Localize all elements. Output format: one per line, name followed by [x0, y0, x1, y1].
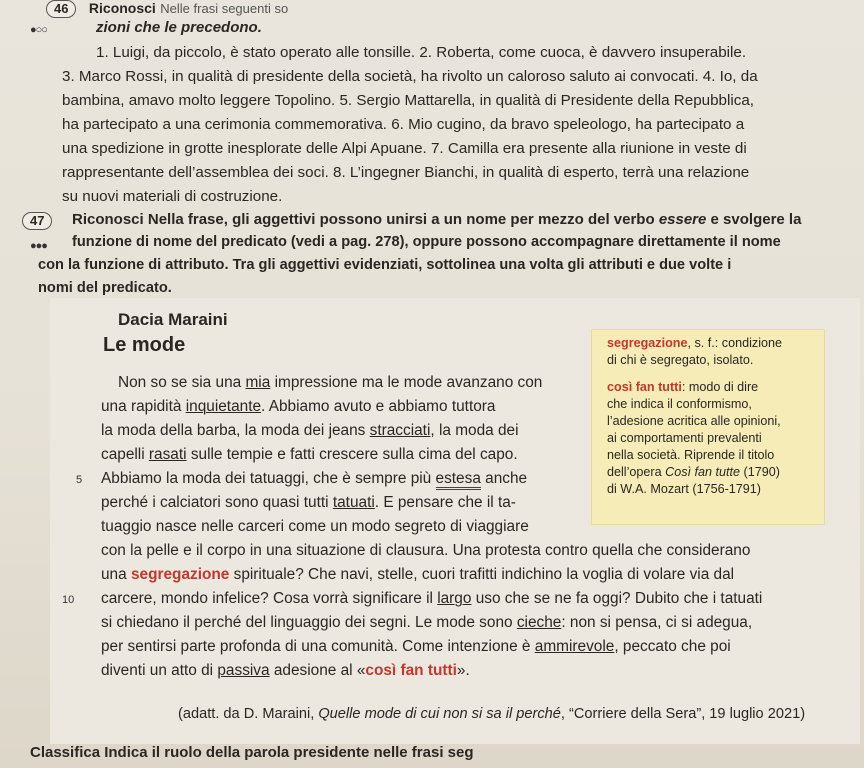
ex47-line-4: nomi del predicato. [38, 280, 172, 296]
highlighted-adjective: infelice [212, 590, 261, 607]
reading-title: Le mode [103, 334, 186, 356]
reading-line-11: si chiedano il perché del linguaggio dei segni. Le mode sono cieche: non si pensa, ci si adegua, [101, 614, 753, 631]
exercise-title: Riconosci [88, 0, 156, 16]
ex46-line-6: rappresentante dell’assemblea dei soci. 8. L’ingegner Bianchi, in qualità di esperto, terrà una relazione [62, 164, 750, 181]
exercise-48-line: Classifica Indica il ruolo della parola presidente nelle frasi seg [30, 744, 474, 761]
difficulty-dots: ●●● [30, 240, 47, 252]
ex47-line-3: con la funzione di attributo. Tra gli aggettivi evidenziati, sottolinea una volta gli attributi e due volte i [38, 257, 732, 273]
ex46-line-7: su nuovi materiali di costruzione. [62, 188, 283, 205]
glossary-def-line: nella società. Riprende il titolo [607, 448, 775, 462]
exercise-number: 47 [22, 212, 52, 230]
highlighted-adjective: stracciati [369, 422, 431, 439]
difficulty-dots: ●○○ [30, 24, 47, 36]
reading-line-10: carcere, mondo infelice? Cosa vorrà significare il largo uso che se ne fa oggi? Dubito che i tatuati [101, 590, 763, 607]
glossary-term-link: così fan tutti [365, 662, 457, 679]
ex47-line-2: funzione di nome del predicato (vedi a pag. 278), oppure possono accompagnare direttamente il nome [72, 234, 781, 250]
exercise-number: 46 [46, 0, 76, 18]
exercise-47-header [22, 212, 52, 230]
highlighted-adjective: passiva [217, 662, 270, 679]
reading-line-3: la moda della barba, la moda dei jeans stracciati, la moda dei [101, 422, 519, 439]
line-number-5: 5 [76, 474, 83, 486]
reading-line-6: perché i calciatori sono quasi tutti tatuati. E pensare che il ta- [101, 494, 516, 511]
ex46-line-5: una spedizione in grotte inesplorate delle Alpi Apuane. 7. Camilla era presente alla riunione in veste di [62, 140, 747, 157]
exercise-46-header [46, 0, 288, 18]
reading-line-4: capelli rasati sulle tempie e fatti crescere sulla cima del capo. [101, 446, 518, 463]
highlighted-adjective: profonda [219, 638, 281, 655]
highlighted-adjective: mia [245, 374, 271, 391]
exercise-title: Riconosci [72, 211, 144, 228]
glossary-entry-1: segregazione, s. f.: condizione [607, 336, 783, 350]
ex46-line-1: 1. Luigi, da piccolo, è stato operato alle tonsille. 2. Roberta, come cuoca, è davvero insuperabile. [96, 44, 747, 61]
highlighted-adjective: estesa [436, 470, 481, 490]
reading-line-8: con la pelle e il corpo in una situazione di clausura. Una protesta contro quella che considerano [101, 542, 751, 559]
glossary-def-line: che indica il conformismo, [607, 397, 752, 411]
glossary-term-link: segregazione [130, 566, 230, 583]
ex46-line-3: bambina, amavo molto leggere Topolino. 5. Sergio Mattarella, in qualità di Presidente della Repubblica, [62, 92, 755, 109]
glossary-def-line: di W.A. Mozart (1756-1791) [607, 482, 761, 496]
highlighted-adjective: segreto [394, 518, 446, 535]
glossary-entry-1-def: di chi è segregato, isolato. [607, 353, 754, 367]
ex47-line-1: Riconosci Nella frase, gli aggettivi possono unirsi a un nome per mezzo del verbo essere e svolgere la [72, 211, 802, 228]
line-number-10: 10 [62, 594, 75, 606]
reading-line-9: una segregazione spirituale? Che navi, stelle, cuori trafitti indichino la voglia di volare via dal [101, 566, 735, 583]
highlighted-adjective: rasati [148, 446, 187, 463]
exercise-title-rest: Nelle frasi seguenti so [160, 1, 289, 16]
glossary-def-line: ai comportamenti prevalenti [607, 431, 762, 445]
reading-line-1: Non so se sia una mia impressione ma le mode avanzano con [118, 374, 543, 391]
reading-line-7: tuaggio nasce nelle carceri come un modo segreto di viaggiare [101, 518, 529, 535]
highlighted-adjective: inquietante [185, 398, 262, 415]
highlighted-adjective: ammirevole [534, 638, 615, 655]
highlighted-adjective: cieche [516, 614, 562, 631]
reading-line-13: diventi un atto di passiva adesione al «così fan tutti». [101, 662, 470, 679]
glossary-def-line: dell’opera Così fan tutte (1790) [607, 465, 780, 479]
glossary-def-line: l’adesione acritica alle opinioni, [607, 414, 781, 428]
ex46-line-4: ha partecipato a una cerimonia commemorativa. 6. Mio cugino, da bravo speleologo, ha partecipato a [62, 116, 745, 133]
reading-line-2: una rapidità inquietante. Abbiamo avuto e abbiamo tuttora [101, 398, 496, 415]
reading-author: Dacia Maraini [118, 310, 228, 329]
reading-line-12: per sentirsi parte profonda di una comunità. Come intenzione è ammirevole, peccato che poi [101, 638, 731, 655]
exercise-title: Classifica [30, 744, 101, 761]
reading-source: (adatt. da D. Maraini, Quelle mode di cui non si sa il perché, “Corriere della Sera”, 19 luglio 2021) [178, 706, 806, 722]
exercise-46-intro: zioni che le precedono. [96, 19, 262, 36]
glossary-term: così fan tutti [607, 380, 682, 394]
reading-line-5: Abbiamo la moda dei tatuaggi, che è sempre più estesa anche [101, 470, 527, 488]
highlighted-adjective: tatuati [332, 494, 375, 511]
glossary-term: segregazione [607, 336, 688, 350]
glossary-entry-2: così fan tutti: modo di dire [607, 380, 759, 394]
highlighted-adjective: largo [437, 590, 472, 607]
ex46-line-2: 3. Marco Rossi, in qualità di presidente della società, ha rivolto un caloroso saluto ai convocati. 4. Io, da [62, 68, 758, 85]
